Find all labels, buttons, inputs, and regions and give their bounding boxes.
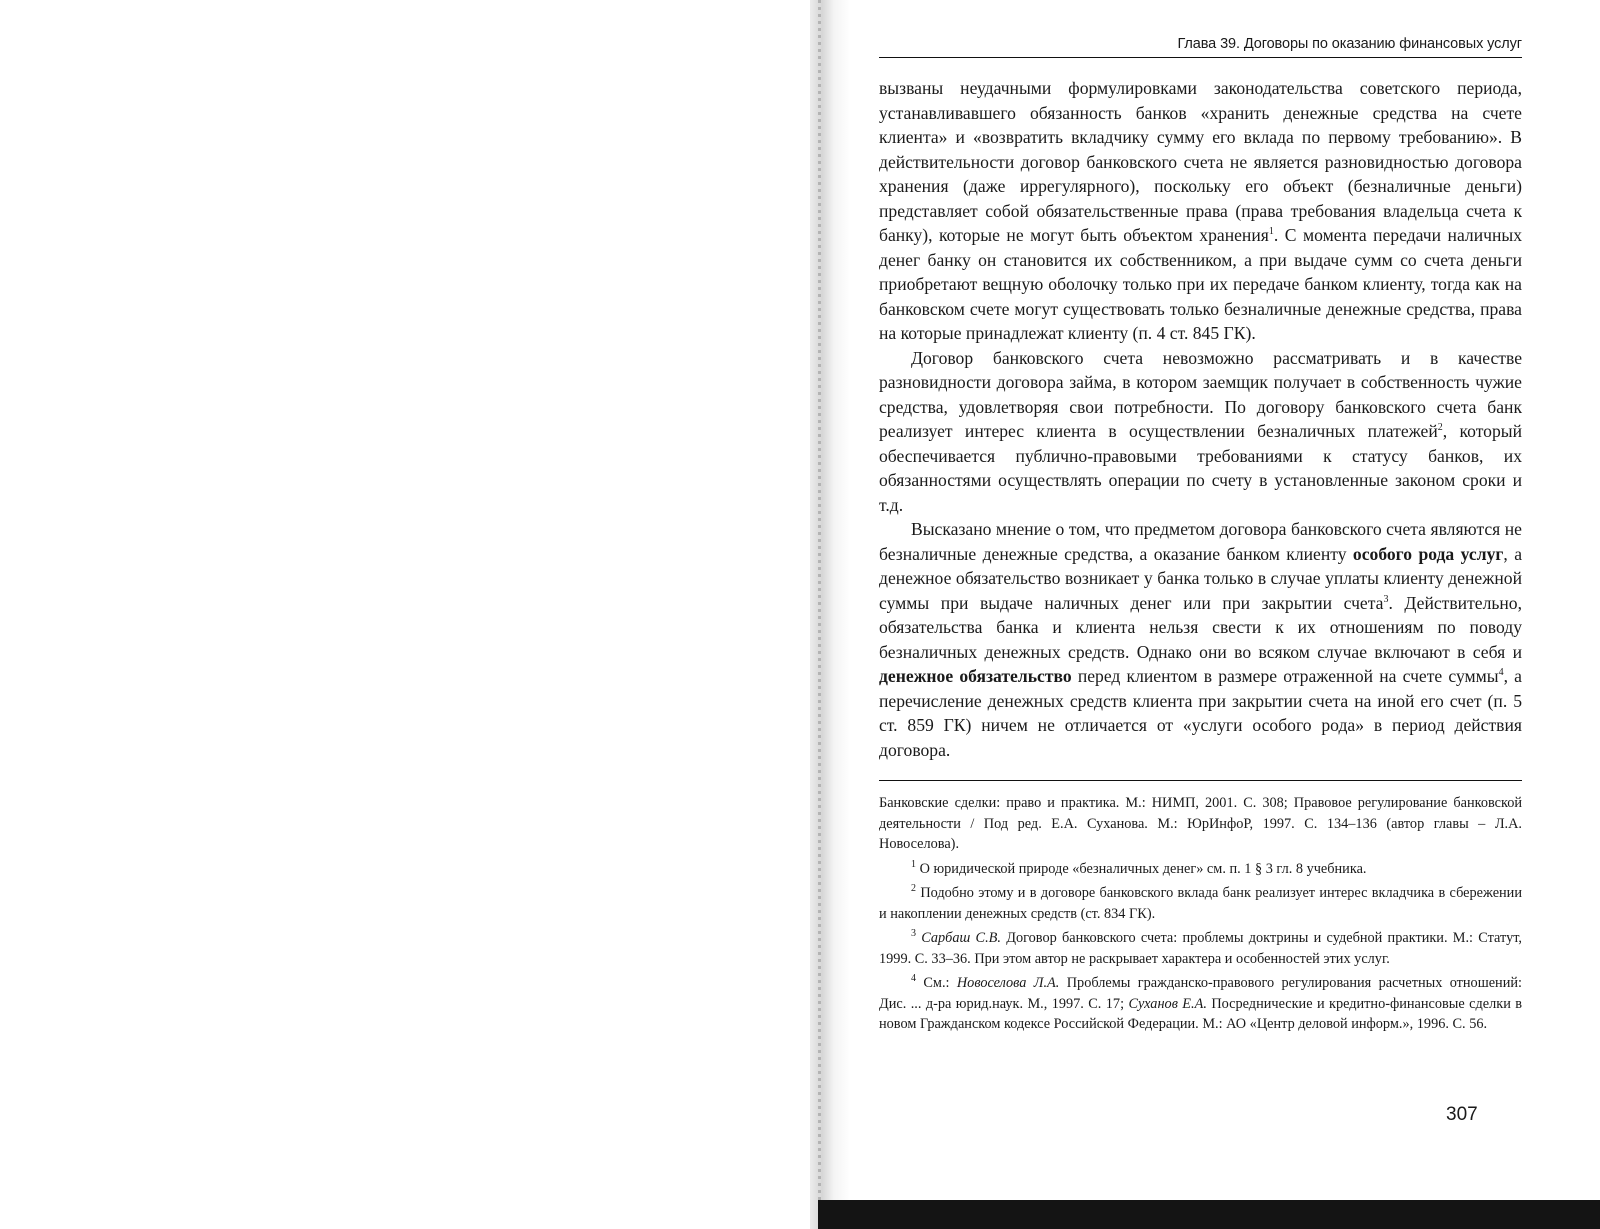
footnote-author: Новоселова Л.А. — [956, 975, 1060, 991]
text-run: , а перечисление денежных средств клиента при закрытии счета на иной его счет (п. 5 ст. 859 ГК) ничем не отличается от «услуги особого рода» в период действия договора. — [879, 666, 1522, 760]
text-run: Высказано мнение о том, что предметом договора банковского счета являются не безналичные денежные средства, а оказание банком клиенту — [879, 519, 1522, 564]
footnote-text: Подобно этому и в договоре банковского вклада банк реализует интерес вкладчика в сбережении и накоплении денежных средств (ст. 834 ГК). — [879, 885, 1522, 922]
footnote-mark: 4 — [911, 973, 916, 985]
footnote-2 — [879, 883, 1522, 924]
running-head: Глава 39. Договоры по оказанию финансовых услуг — [879, 36, 1522, 58]
footnote-mark: 1 — [911, 858, 916, 870]
footnote-4 — [879, 973, 1522, 1035]
text-run: перед клиентом в размере отраженной на счете суммы — [1071, 666, 1499, 686]
footnote-text: Договор банковского счета: проблемы доктрины и судебной практики. М.: Статут, 1999. С. 33–36. При этом автор не раскрывает характера и особенностей этих услуг. — [879, 930, 1522, 967]
footnote-lead: Банковские сделки: право и практика. М.: НИМП, 2001. С. 308; Правовое регулирование банковской деятельности / Под ред. Е.А. Суханова. М.: ЮрИнфоР, 1997. С. 134–136 (автор главы – Л.А. Новоселова). — [879, 795, 1522, 852]
footnote-author: Суханов Е.А. — [1128, 995, 1207, 1012]
main-text — [879, 76, 1522, 762]
bold-term: особого рода услуг — [1352, 543, 1504, 564]
footnote-ref-4[interactable]: 4 — [1498, 667, 1504, 679]
footnote-text: О юридической природе «безналичных денег» см. п. 1 § 3 гл. 8 учебника. — [916, 860, 1367, 877]
footnote-ref-1[interactable]: 1 — [1268, 226, 1274, 238]
footnote-mark: 3 — [911, 928, 916, 940]
text-run: , который обеспечивается публично-правовыми требованиями к статусу банков, их обязанностями осуществлять операции по счету в установленные законом сроки и т.д. — [879, 421, 1522, 515]
footnote-text: См.: — [916, 975, 957, 991]
footnote-text: Посреднические и кредитно-финансовые сделки в новом Гражданском кодексе Российской Федерации. М.: АО «Центр деловой информ.», 1996. С. 56. — [879, 995, 1522, 1032]
paragraph-1 — [879, 76, 1522, 346]
text-run: , а денежное обязательство возникает у банка только в случае уплаты клиенту денежной суммы при выдаче наличных денег или при закрытии счета — [879, 543, 1522, 613]
footnotes — [879, 793, 1522, 1035]
footnote-ref-3[interactable]: 3 — [1383, 593, 1389, 605]
footnote-text: Проблемы гражданско-правового регулирования расчетных отношений: Дис. ... д-ра юрид.наук. М., 1997. С. 17; — [879, 975, 1522, 1012]
text-run: Договор банковского счета невозможно рассматривать и в качестве разновидности договора займа, в котором заемщик получает в собственность чужие средства, удовлетворяя свои потребности. По договору банковского счета банк реализует интерес клиента в осуществлении безналичных платежей — [879, 347, 1522, 441]
book-page — [879, 36, 1522, 1039]
page-number: 307 — [1446, 1104, 1478, 1125]
page-binding-edge — [818, 0, 821, 1229]
footnote-ref-2[interactable]: 2 — [1437, 422, 1443, 434]
paragraph-2 — [879, 346, 1522, 518]
footnote-author: Сарбаш С.В. — [921, 930, 1001, 946]
bold-term: денежное обязательство — [879, 666, 1072, 686]
scan-bottom-edge — [818, 1200, 1600, 1229]
book-gutter-shadow — [810, 0, 850, 1229]
paragraph-3 — [879, 517, 1522, 762]
footnote-mark: 2 — [911, 883, 916, 895]
text-run: . С момента передачи наличных денег банку он становится их собственником, а при выдаче сумм со счета деньги приобретают вещную оболочку только при их передаче банком клиенту, тогда как на банковском счете могут существовать только безналичные денежные средства, права на которые принадлежат клиенту (п. 4 ст. 845 ГК). — [879, 225, 1522, 343]
text-run: вызваны неудачными формулировками законодательства советского периода, устанавливавшего обязанность банков «хранить денежные средства на счете клиента» и «возвратить вкладчику сумму его вклада по первому требованию». В действительности договор банковского счета не является разновидностью договора хранения (даже иррегулярного), поскольку его объект (безналичные деньги) представляет собой обязательственные права (права требования владельца счета к банку), которые не могут быть объектом хранения — [879, 78, 1522, 245]
footnote-3 — [879, 928, 1522, 969]
text-run: . Действительно, обязательства банка и клиента нельзя свести к их отношениям по поводу безналичных денежных средств. Однако они во всяком случае включают в себя и — [879, 592, 1522, 662]
footnotes-divider — [879, 780, 1522, 781]
footnote-1 — [879, 859, 1522, 880]
